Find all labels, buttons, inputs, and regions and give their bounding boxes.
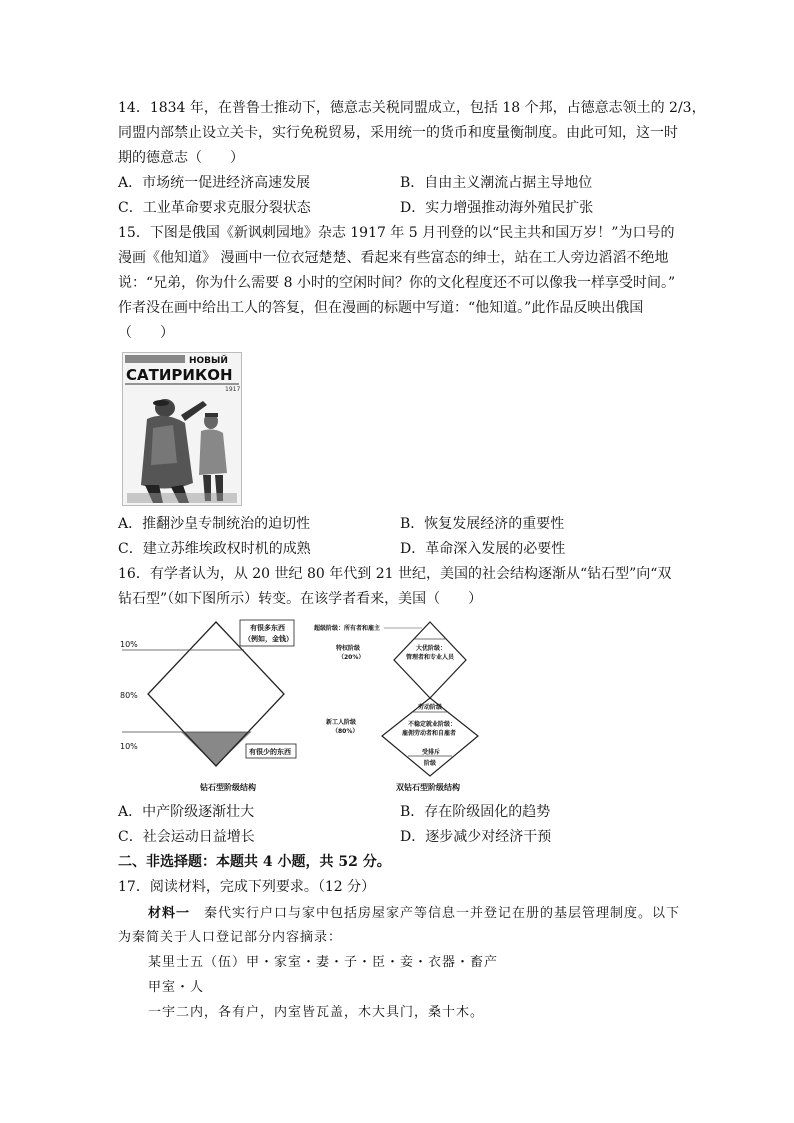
privileged-class-pct: （20%） <box>338 654 365 661</box>
q15-stem-line-4: 作者没在画中给出工人的答复，但在漫画的标题中写道：“他知道。”此作品反映出俄国 <box>118 300 644 316</box>
double-diamond-class-structure-diagram <box>312 616 512 796</box>
q17-material-line-2: 为秦简关于人口登记部分内容摘录： <box>118 930 343 945</box>
material-one-label: 材料一 <box>148 906 191 921</box>
diamond-caption: 钻石型阶级结构 <box>200 783 256 792</box>
diamond-class-structure-diagram <box>118 616 318 796</box>
worker-figure <box>199 413 227 501</box>
magazine-name: САТИРИКОН <box>126 366 233 384</box>
q16-option-a: A．中产阶级逐渐壮大 <box>118 804 255 820</box>
q17-intro: 17．阅读材料，完成下列要求。（12 分） <box>118 879 376 895</box>
q17-quote-3: 一宇二内，各有户，内室皆瓦盖，木大具门，桑十木。 <box>148 1005 485 1020</box>
elite-class-desc: 管理者和专业人员 <box>406 654 455 661</box>
q15-stem-line-2: 漫画《他知道》 漫画中一位衣冠楚楚、看起来有些富态的绅士，站在工人旁边滔滔不绝地 <box>118 250 669 266</box>
magazine-title: НОВЫЙ <box>189 356 228 366</box>
q16-stem-line-1: 16．有学者认为，从 20 世纪 80 年代到 21 世纪，美国的社会结构逐渐从“钻石型”向“双 <box>118 566 672 582</box>
q14-option-d: D．实力增强推动海外殖民扩张 <box>400 200 594 216</box>
diamond-pct-mid: 80% <box>120 691 138 700</box>
unstable-class-label: 不稳定就业阶级： <box>408 721 457 728</box>
diamond-pct-top: 10% <box>120 640 138 649</box>
gentleman-figure <box>141 399 207 503</box>
satirikon-cartoon <box>122 352 242 506</box>
diamond-top-box-line2: （例如，金钱） <box>244 635 293 643</box>
q16-option-d: D．逐步减少对经济干预 <box>400 829 552 845</box>
q15-stem-line-3: 说：“兄弟，你为什么需要 8 小时的空闲时间？你的文化程度还不可以像我一样享受时间。” <box>118 275 676 291</box>
q14-option-b: B．自由主义潮流占据主导地位 <box>400 175 593 191</box>
diamond-top-box-line1: 有很多东西 <box>250 624 285 632</box>
double-diamond-caption: 双钻石型阶级结构 <box>396 783 460 792</box>
q15-option-b: B．恢复发展经济的重要性 <box>400 516 565 532</box>
magazine-year: 1917 <box>225 386 241 393</box>
q15-option-d: D．革命深入发展的必要性 <box>400 541 566 557</box>
q16-stem-line-2: 钻石型”（如下图所示）转变。在该学者看来，美国（ ） <box>118 591 483 607</box>
q15-option-a: A．推翻沙皇专制统治的迫切性 <box>118 516 311 532</box>
q17-quote-2: 甲室・人 <box>148 980 205 995</box>
elite-class-label: 大优阶级： <box>416 645 447 652</box>
masthead-small-print <box>125 355 185 363</box>
new-worker-class-label: 新工人阶级 <box>326 719 357 726</box>
excluded-class-label: 受排斥 <box>422 749 441 756</box>
material-one-text: 秦代实行户口与家中包括房屋家产等信息一并登记在册的基层管理制度。以下 <box>190 906 681 921</box>
q14-stem-line-1: 14．1834 年，在普鲁士推动下，德意志关税同盟成立，包括 18 个邦，占德意志领土的 2/3， <box>118 100 706 116</box>
q14-option-c: C．工业革命要求克服分裂状态 <box>118 200 311 216</box>
unstable-class-desc: 雇佣劳动者和自雇者 <box>402 730 457 737</box>
q15-stem-line-1: 15．下图是俄国《新讽刺园地》杂志 1917 年 5 月刊登的以“民主共和国万岁！”为口号的 <box>118 225 675 241</box>
q14-stem-line-3: 期的德意志（ ） <box>118 150 244 166</box>
q14-stem-line-2: 同盟内部禁止设立关卡，实行免税贸易，采用统一的货币和度量衡制度。由此可知，这一时 <box>118 125 678 141</box>
q17-quote-1: 某里士五（伍）甲・家室・妻・子・臣・妾・衣器・畜产 <box>148 955 499 970</box>
new-worker-class-pct: （80%） <box>332 728 359 735</box>
q14-option-a: A．市场统一促进经济高速发展 <box>118 175 311 191</box>
q16-option-b: B．存在阶级固化的趋势 <box>400 804 551 820</box>
q15-stem-line-5: （ ） <box>118 325 174 341</box>
q15-option-c: C．建立苏维埃政权时机的成熟 <box>118 541 311 557</box>
diamond-bottom-box-label: 有很少的东西 <box>249 748 291 756</box>
laborer-class-label: 劳动阶级 <box>418 704 443 711</box>
q17-material-line-1 <box>148 902 680 926</box>
diamond-bottom-shading <box>181 732 251 766</box>
diamond-pct-bot: 10% <box>120 742 138 751</box>
excluded-class-label-2: 阶级 <box>424 760 437 767</box>
q16-option-c: C．社会运动日益增长 <box>118 829 255 845</box>
privileged-class-label: 特权阶级 <box>336 645 361 652</box>
section-2-heading: 二、非选择题：本题共 4 小题，共 52 分。 <box>118 854 391 870</box>
super-class-label: 超级阶级：所有者和雇主 <box>314 625 381 632</box>
